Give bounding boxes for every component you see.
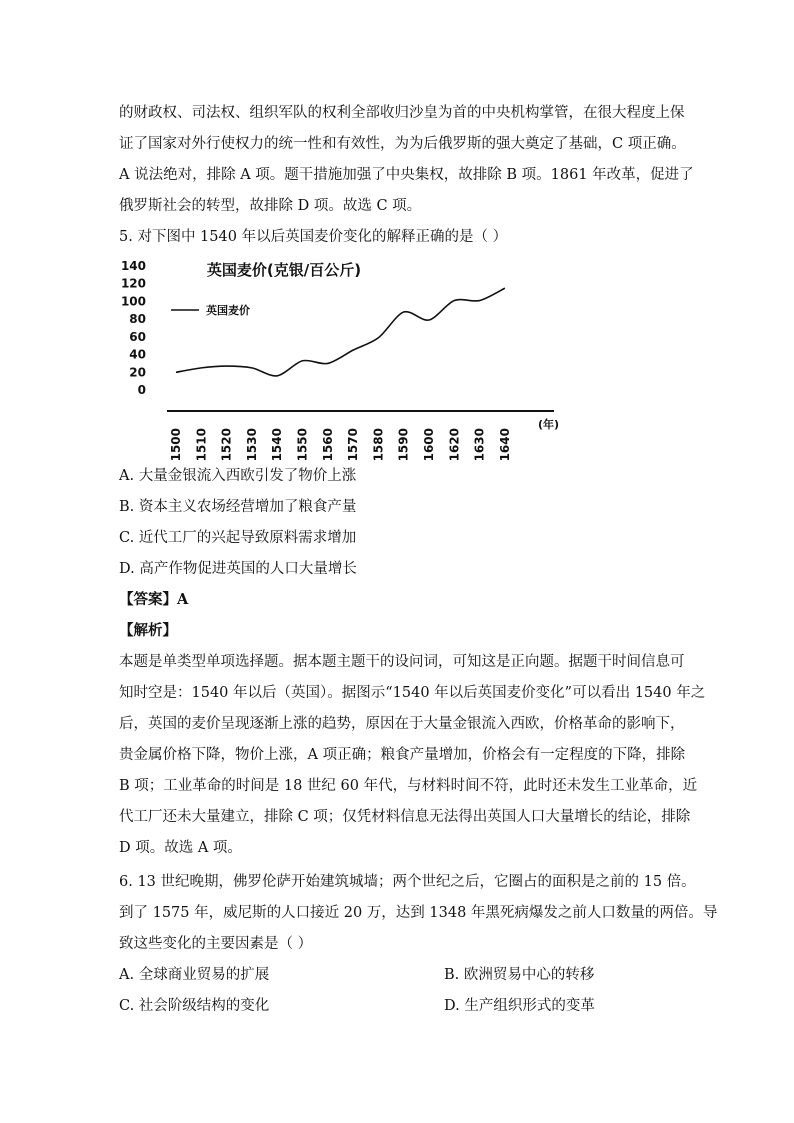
y-tick-label: 20 bbox=[129, 365, 146, 380]
question-6-stem-line-3: 致这些变化的主要因素是（ ） bbox=[119, 936, 313, 952]
x-tick-label: 1620 bbox=[447, 428, 462, 462]
q6-option-c[interactable]: C. 社会阶级结构的变化 bbox=[119, 998, 270, 1014]
q5-answer: 【答案】A bbox=[119, 591, 189, 608]
chart-title: 英国麦价(克银/百公斤) bbox=[206, 261, 362, 279]
wheat-price-chart bbox=[119, 253, 560, 462]
analysis-line-5: B 项；工业革命的时间是 18 世纪 60 年代，与材料时间不符，此时还未发生工业革命，近 bbox=[119, 778, 698, 794]
analysis-line-3: 后，英国的麦价呈现逐渐上涨的趋势，原因在于大量金银流入西欧，价格革命的影响下， bbox=[119, 716, 685, 732]
x-tick-label: 1640 bbox=[497, 428, 512, 462]
analysis-line-7: D 项。故选 A 项。 bbox=[119, 840, 242, 856]
x-tick-label: 1560 bbox=[320, 428, 335, 462]
q5-option-d[interactable]: D. 高产作物促进英国的人口大量增长 bbox=[119, 561, 357, 577]
legend-label: 英国麦价 bbox=[206, 304, 250, 317]
x-tick-label: 1570 bbox=[346, 428, 361, 462]
q6-option-d[interactable]: D. 生产组织形式的变革 bbox=[444, 998, 595, 1014]
x-tick-label: 1540 bbox=[270, 428, 285, 462]
q6-option-a[interactable]: A. 全球商业贸易的扩展 bbox=[119, 967, 270, 983]
x-tick-label: 1550 bbox=[295, 428, 310, 462]
intro-line-1: 的财政权、司法权、组织军队的权利全部收归沙皇为首的中央机构掌管，在很大程度上保 bbox=[119, 105, 685, 121]
y-tick-label: 140 bbox=[120, 259, 146, 273]
intro-line-4: 俄罗斯社会的转型，故排除 D 项。故选 C 项。 bbox=[119, 198, 422, 214]
y-axis-ticks bbox=[121, 259, 146, 397]
question-5-stem: 5. 对下图中 1540 年以后英国麦价变化的解释正确的是（ ） bbox=[119, 229, 508, 245]
x-tick-label: 1520 bbox=[219, 428, 234, 462]
analysis-line-2: 知时空是：1540 年以后（英国）。据图示“1540 年以后英国麦价变化”可以看出 1540 年之 bbox=[119, 685, 706, 701]
y-tick-label: 80 bbox=[129, 312, 146, 327]
x-tick-label: 1600 bbox=[422, 428, 436, 462]
analysis-line-6: 代工厂还未大量建立，排除 C 项；仅凭材料信息无法得出英国人口大量增长的结论，排除 bbox=[119, 809, 691, 825]
analysis-line-1: 本题是单类型单项选择题。据本题主题干的设问词，可知这是正向题。据题干时间信息可 bbox=[119, 654, 685, 670]
q5-option-b[interactable]: B. 资本主义农场经营增加了粮食产量 bbox=[119, 499, 357, 515]
question-6-stem-line-1: 6. 13 世纪晚期，佛罗伦萨开始建筑城墙；两个世纪之后，它圈占的面积是之前的 15 倍。 bbox=[119, 874, 696, 890]
y-tick-label: 0 bbox=[137, 383, 146, 397]
x-tick-label: 1580 bbox=[371, 428, 386, 462]
x-axis-unit-label: (年) bbox=[538, 418, 560, 431]
series-line-wheat-price bbox=[176, 288, 505, 376]
x-tick-label: 1590 bbox=[396, 428, 411, 462]
q5-option-c[interactable]: C. 近代工厂的兴起导致原料需求增加 bbox=[119, 530, 357, 546]
q6-option-b[interactable]: B. 欧洲贸易中心的转移 bbox=[444, 967, 595, 983]
y-tick-label: 120 bbox=[120, 276, 146, 291]
question-6-stem-line-2: 到了 1575 年，威尼斯的人口接近 20 万，达到 1348 年黑死病爆发之前人口数量的两倍。导 bbox=[119, 905, 718, 921]
analysis-line-4: 贵金属价格下降，物价上涨，A 项正确；粮食产量增加，价格会有一定程度的下降，排除 bbox=[119, 747, 686, 763]
x-tick-label: 1510 bbox=[194, 428, 209, 462]
x-tick-label: 1630 bbox=[472, 428, 487, 462]
y-tick-label: 60 bbox=[129, 329, 146, 344]
x-tick-label: 1530 bbox=[244, 428, 259, 462]
q5-analysis-title: 【解析】 bbox=[119, 622, 177, 639]
intro-line-3: A 说法绝对，排除 A 项。题干措施加强了中央集权，故排除 B 项。1861 年改革，促进了 bbox=[119, 167, 694, 183]
q5-option-a[interactable]: A. 大量金银流入西欧引发了物价上涨 bbox=[119, 468, 357, 484]
x-tick-label: 1500 bbox=[169, 428, 183, 462]
x-axis-ticks bbox=[169, 428, 512, 461]
intro-line-2: 证了国家对外行使权力的统一性和有效性，为为后俄罗斯的强大奠定了基础，C 项正确。 bbox=[119, 136, 686, 152]
y-tick-label: 100 bbox=[120, 294, 146, 309]
y-tick-label: 40 bbox=[129, 347, 146, 362]
